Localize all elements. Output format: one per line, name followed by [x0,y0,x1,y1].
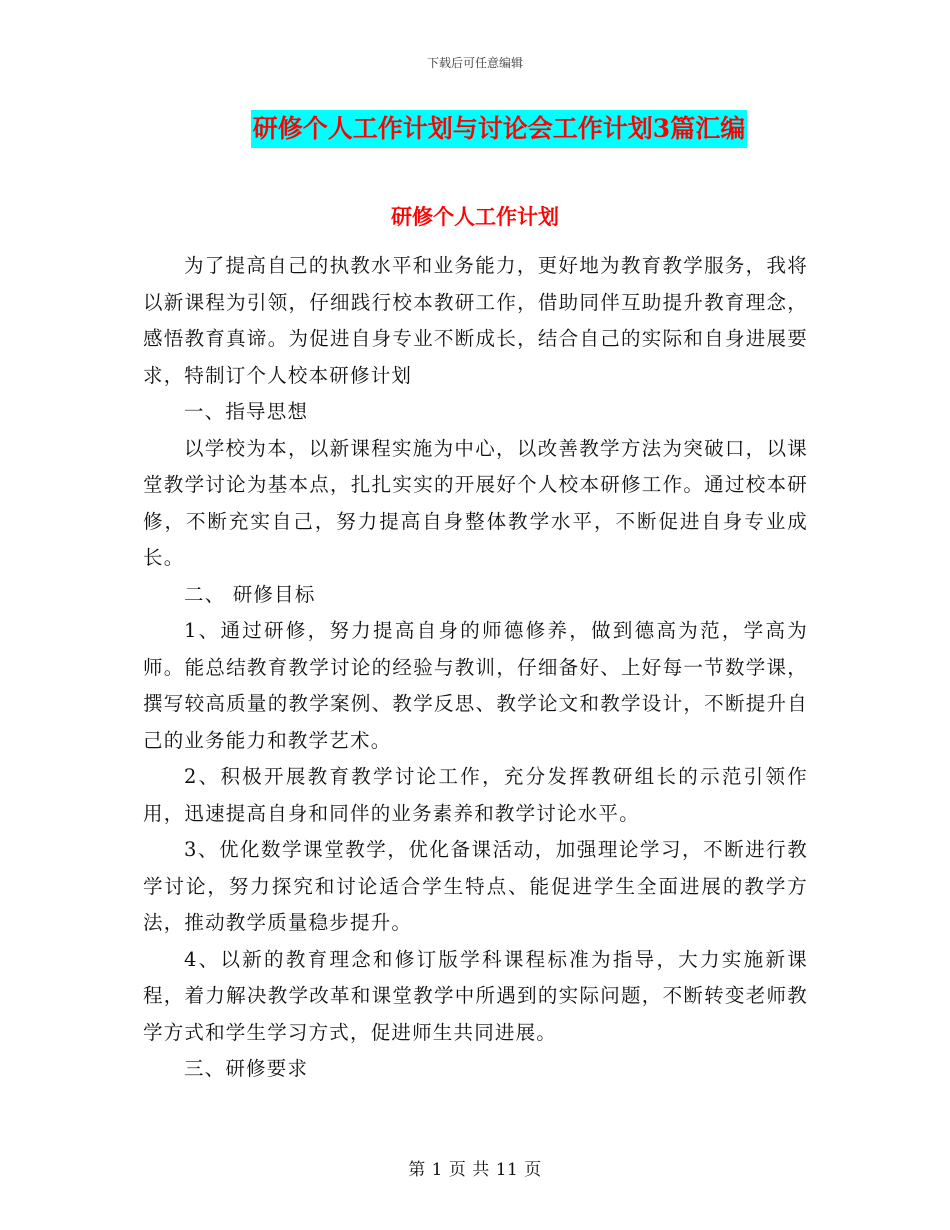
header-note: 下载后可任意编辑 [426,56,523,70]
paragraph-intro: 为了提高自己的执教水平和业务能力，更好地为教育教学服务，我将以新课程为引领，仔细践行校本教研工作，借助同伴互助提升教育理念，感悟教育真谛。为促进自身专业不断成长，结合自己的实际和自身进展要求，特制订个人校本研修计划 [143,254,808,387]
paragraph-goal-3: 3、优化数学课堂教学，优化备课活动，加强理论学习，不断进行教学讨论，努力探究和讨论适合学生特点、能促进学生全面进展的教学方法，推动教学质量稳步提升。 [143,838,808,934]
document-title: 研修个人工作计划与讨论会工作计划3篇汇编 [251,110,747,148]
document-title-row [0,110,950,148]
section-title: 研修个人工作计划 [391,204,559,229]
heading-study-goals: 二、 研修目标 [183,582,316,606]
heading-guiding-thought: 一、指导思想 [183,400,309,423]
paragraph-goal-1: 1、通过研修，努力提高自身的师德修养，做到德高为范，学高为师。能总结教育教学讨论的经验与教训，仔细备好、上好每一节数学课，撰写较高质量的教学案例、教学反思、教学论文和教学设计，不断提升自己的业务能力和教学艺术。 [143,619,808,752]
page-number: 第 1 页 共 11 页 [408,1160,542,1180]
paragraph-goal-2: 2、积极开展教育教学讨论工作，充分发挥教研组长的示范引领作用，迅速提高自身和同伴的业务素养和教学讨论水平。 [143,765,808,825]
document-body [143,248,808,1088]
paragraph-guiding-thought: 以学校为本，以新课程实施为中心，以改善教学方法为突破口，以课堂教学讨论为基本点，扎扎实实的开展好个人校本研修工作。通过校本研修，不断充实自己，努力提高自身整体教学水平，不断促进自身专业成长。 [143,436,808,569]
paragraph-goal-4: 4、以新的教育理念和修订版学科课程标准为指导，大力实施新课程，着力解决教学改革和课堂教学中所遇到的实际问题，不断转变老师教学方式和学生学习方式，促进师生共同进展。 [143,947,808,1044]
heading-study-requirements: 三、研修要求 [183,1057,309,1080]
